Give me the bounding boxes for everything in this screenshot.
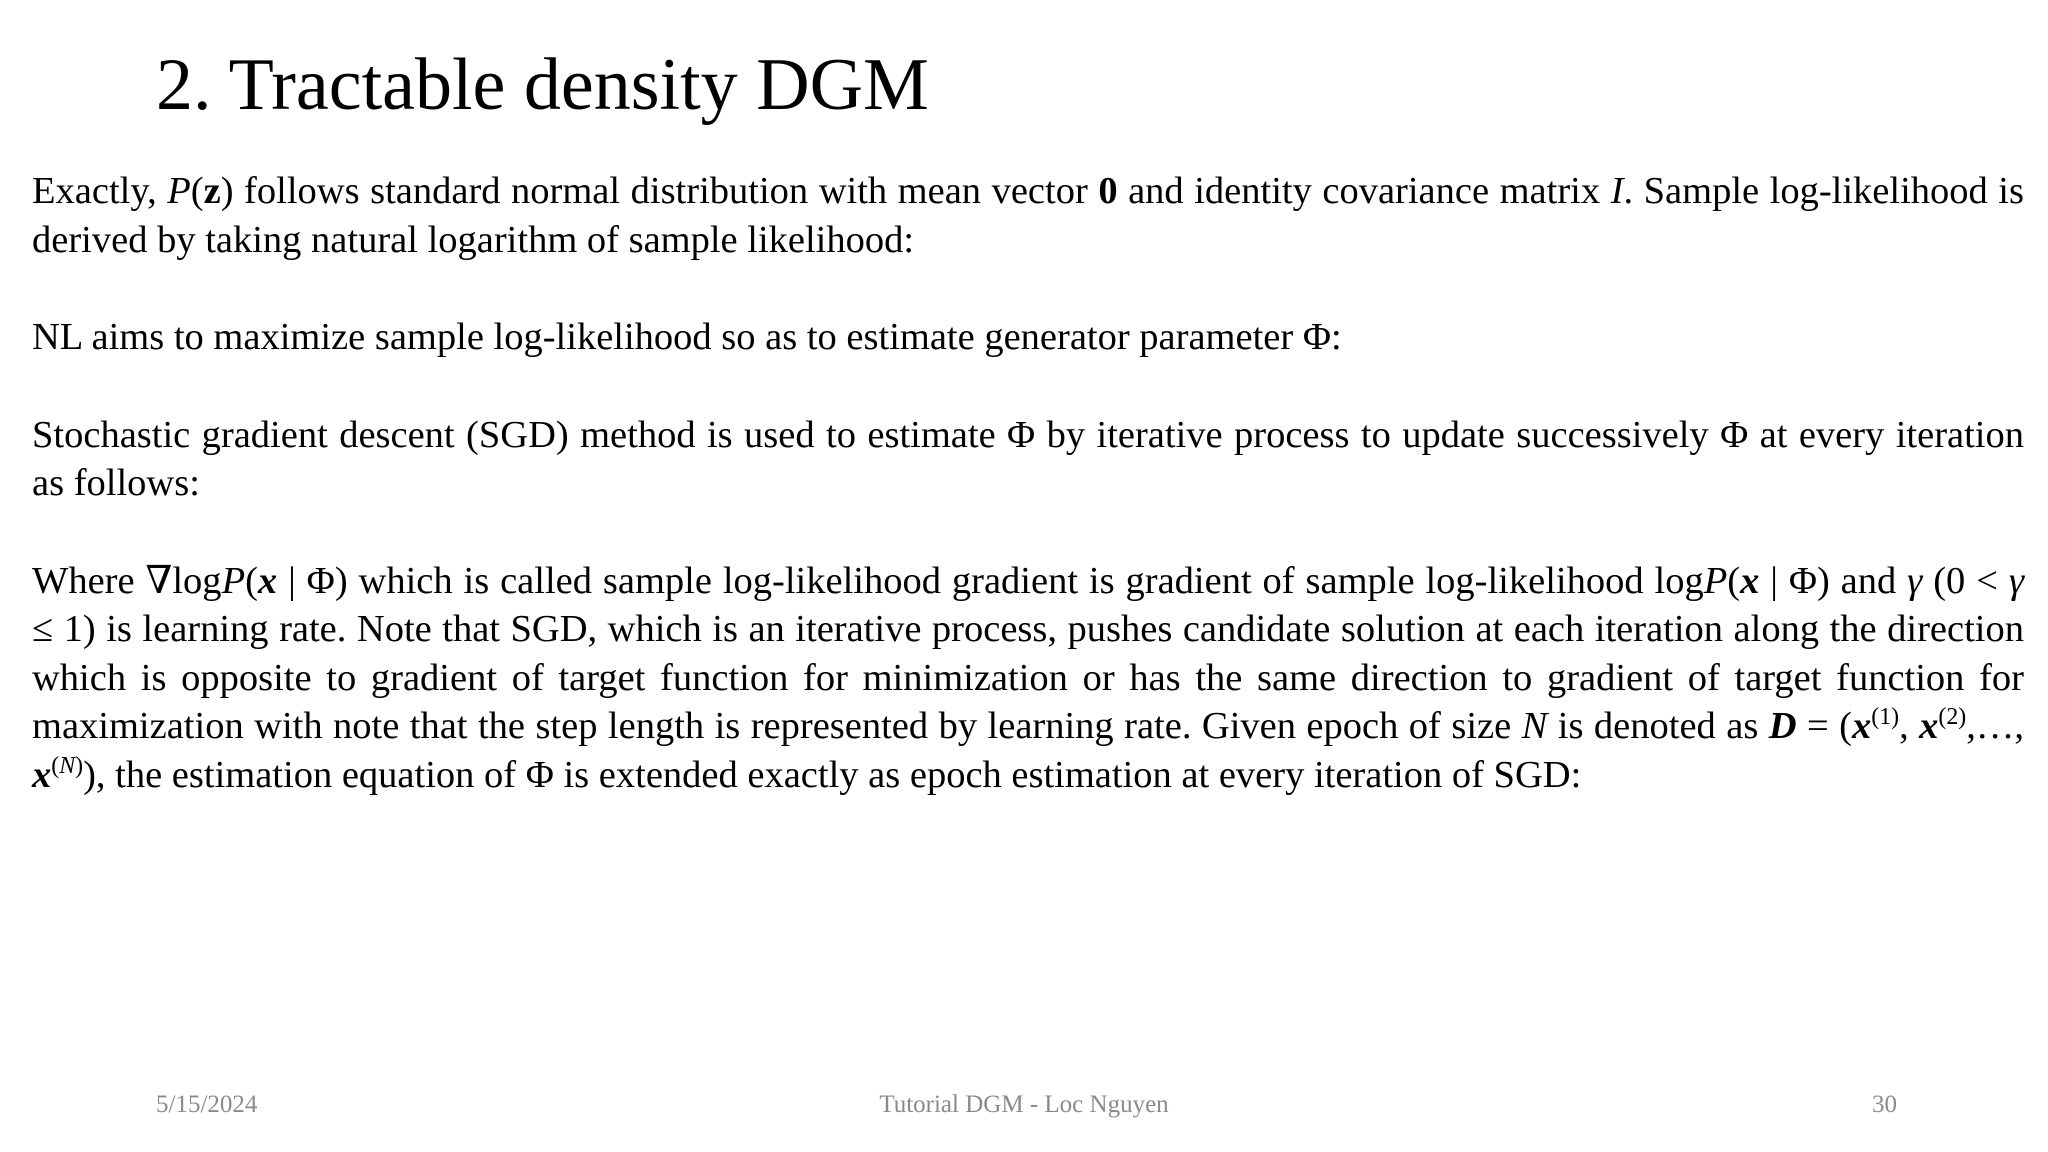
text-run: Where ∇log	[32, 559, 222, 602]
superscript-part: N	[59, 752, 76, 779]
text-run: | Φ) and	[1759, 559, 1908, 602]
text-run: and identity covariance matrix	[1117, 170, 1611, 212]
text-run: is denoted as	[1547, 705, 1769, 747]
text-run: (	[190, 170, 204, 212]
footer-page-number: 30	[1872, 1091, 1897, 1118]
text-run: ) follows standard normal distribution with mean vector	[220, 170, 1099, 212]
slide-title: 2. Tractable density DGM	[156, 44, 929, 126]
math-symbol: P	[167, 170, 191, 212]
text-run: ), the estimation equation of Φ is extended exactly as epoch estimation at every iteration of SGD:	[83, 753, 1582, 796]
text-run: ,	[1899, 705, 1920, 747]
math-symbol: P	[1703, 559, 1728, 602]
footer-title: Tutorial DGM - Loc Nguyen	[879, 1091, 1169, 1118]
superscript-part: (	[51, 752, 60, 779]
text-run: NL aims to maximize sample log-likelihood so as to estimate generator parameter Φ:	[32, 316, 1342, 358]
text-run: = (	[1796, 705, 1852, 747]
slide-body	[32, 167, 2024, 799]
text-run: (	[245, 559, 258, 602]
math-symbol: D	[1768, 705, 1797, 747]
text-run: . Sample log-likelihood is derived by taking natural logarithm of sample likelihood:	[32, 170, 2024, 261]
text-run: ,…,	[1966, 705, 2024, 747]
math-symbol: γ	[1907, 559, 1923, 602]
text-run: Stochastic gradient descent (SGD) method is used to estimate Φ by iterative process to update successively Φ at every iteration as follows:	[32, 413, 2024, 504]
paragraph-nl-aims	[32, 313, 2024, 362]
math-symbol: N	[1521, 705, 1548, 747]
math-symbol: x	[1919, 705, 1939, 747]
text-run: (0 <	[1922, 559, 2009, 602]
text-run: | Φ) which is called sample log-likelihood gradient is gradient of sample log-likelihood log	[277, 559, 1704, 602]
math-symbol: I	[1610, 170, 1624, 212]
superscript-part: )	[75, 752, 84, 779]
math-symbol: x	[32, 753, 52, 796]
paragraph-sgd-method	[32, 411, 2024, 508]
paragraph-normal-distribution	[32, 167, 2024, 264]
math-symbol: z	[203, 170, 221, 212]
text-run: Exactly,	[32, 170, 168, 212]
superscript: (2)	[1938, 704, 1967, 731]
math-symbol: γ	[2008, 559, 2024, 602]
math-symbol: x	[1740, 559, 1760, 602]
paragraph-gradient-explanation	[32, 557, 2024, 800]
math-symbol: P	[221, 559, 246, 602]
superscript	[51, 753, 83, 779]
text-run: (	[1727, 559, 1741, 602]
math-symbol: x	[1852, 705, 1872, 747]
footer-date: 5/15/2024	[156, 1091, 258, 1118]
math-symbol: x	[257, 559, 278, 602]
math-symbol: 0	[1098, 170, 1118, 212]
superscript: (1)	[1871, 704, 1900, 731]
text-run: ≤ 1) is learning rate. Note that SGD, which is an iterative process, pushes candidate solution at each iteration along the direction which is opposite to gradient of target function for minimization or has the same direction to gradient of target function for maximization with note that the step length is represented by learning rate. Given epoch of size	[32, 608, 2024, 747]
